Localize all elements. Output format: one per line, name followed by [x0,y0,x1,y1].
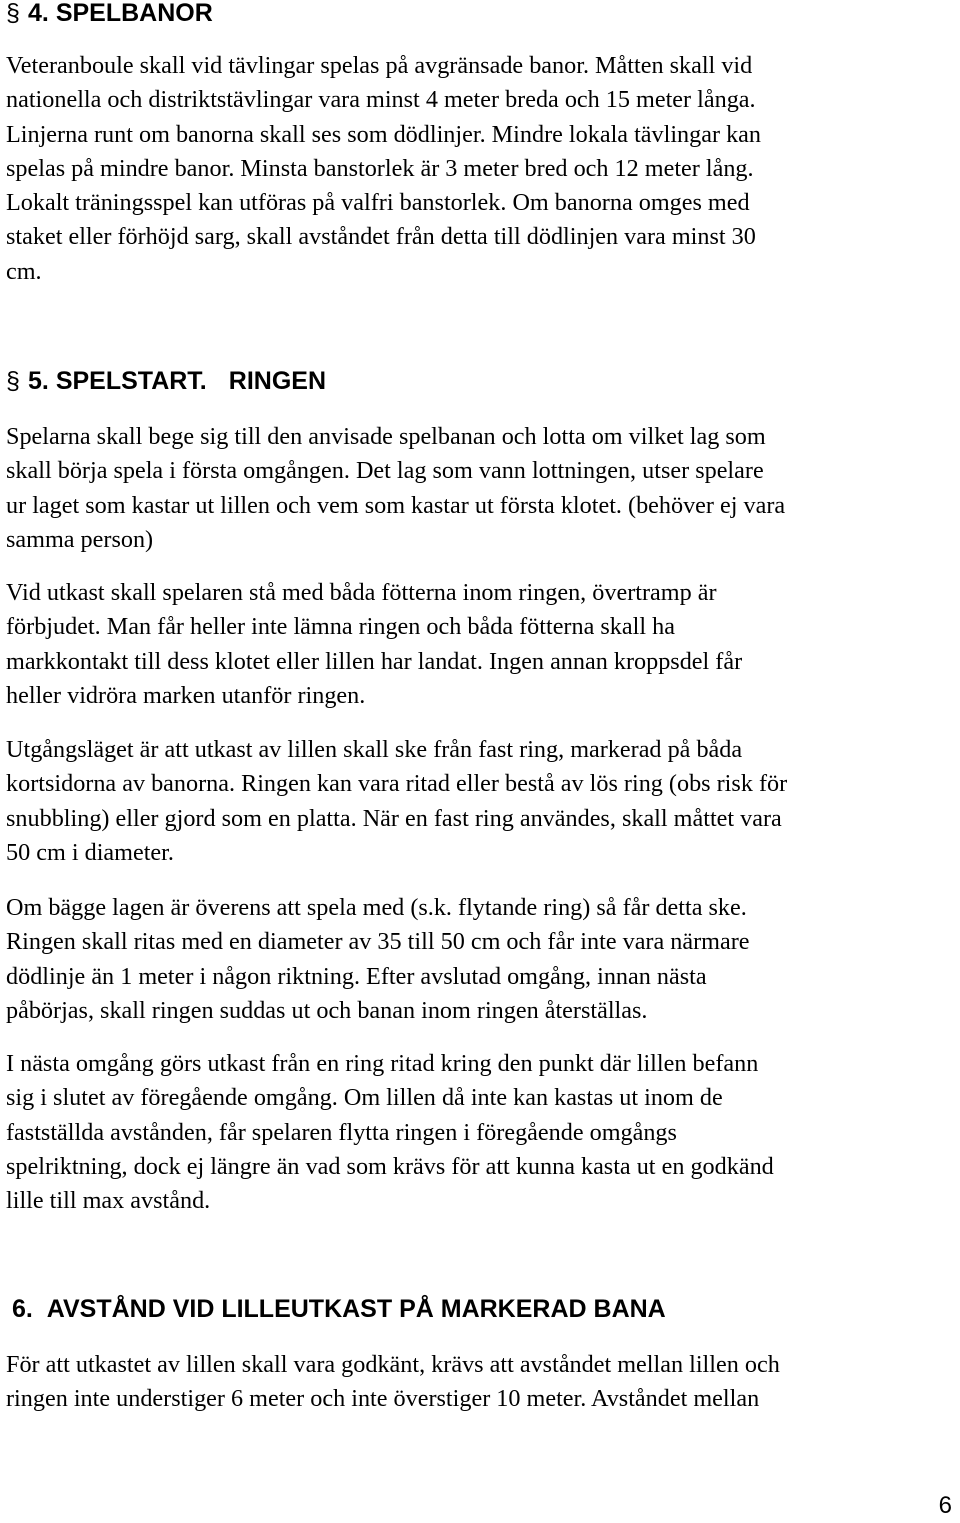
section-4-heading [6,0,213,28]
text-line: Linjerna runt om banorna skall ses som dödlinjer. Mindre lokala tävlingar kan [6,120,762,148]
section-5-paragraph-5 [6,1047,954,1218]
text-line: Vid utkast skall spelaren stå med båda fötterna inom ringen, övertramp är [6,579,717,606]
section-5-paragraph-2 [6,576,954,713]
text-line: lille till max avstånd. [6,1187,211,1215]
text-line: dödlinje än 1 meter i någon riktning. Efter avslutad omgång, innan nästa [6,962,707,990]
section-5-paragraph-4 [6,891,954,1028]
text-line: Lokalt träningsspel kan utföras på valfri banstorlek. Om banorna omges med [6,189,750,217]
section-4-paragraph-1 [6,49,954,289]
text-line: fastställda avstånden, får spelaren flytta ringen i föregående omgångs [6,1118,677,1146]
text-line: Ringen skall ritas med en diameter av 35 till 50 cm och får inte vara närmare [6,928,750,956]
section-6-paragraph-1 [6,1348,954,1417]
text-line: heller vidröra marken utanför ringen. [6,681,366,709]
section-title: SPELBANOR [55,0,213,27]
text-line: sig i slutet av föregående omgång. Om lillen då inte kan kastas ut inom de [6,1084,723,1112]
text-line: samma person) [6,525,154,553]
section-title: AVSTÅND VID LILLEUTKAST PÅ MARKERAD BANA [46,1295,666,1323]
section-title-2: RINGEN [228,367,326,395]
text-line: påbörjas, skall ringen suddas ut och banan inom ringen återställas. [6,996,648,1024]
text-line: nationella och distriktstävlingar vara minst 4 meter breda och 15 meter långa. [6,86,756,114]
page-number: 6 [938,1492,952,1519]
section-5-paragraph-1 [6,420,954,557]
section-number: 4. [28,0,49,27]
section-5-heading [6,366,326,396]
text-line: I nästa omgång görs utkast från en ring ritad kring den punkt där lillen befann [6,1050,759,1077]
text-line: staket eller förhöjd sarg, skall avståndet från detta till dödlinjen vara minst 30 [6,223,756,251]
text-line: cm. [6,257,42,285]
section-5-paragraph-3 [6,733,954,870]
section-number: 6. [12,1295,33,1323]
section-number: 5. [28,367,49,395]
text-line: Utgångsläget är att utkast av lillen skall ske från fast ring, markerad på båda [6,736,743,763]
text-line: ringen inte understiger 6 meter och inte överstiger 10 meter. Avståndet mellan [6,1385,760,1413]
section-symbol: § [6,367,20,395]
text-line: Veteranboule skall vid tävlingar spelas på avgränsade banor. Måtten skall vid [6,52,753,79]
text-line: spelas på mindre banor. Minsta banstorlek är 3 meter bred och 12 meter lång. [6,154,754,182]
text-line: För att utkastet av lillen skall vara godkänt, krävs att avståndet mellan lillen och [6,1351,780,1378]
text-line: kortsidorna av banorna. Ringen kan vara ritad eller bestå av lös ring (obs risk för [6,770,788,798]
text-line: Spelarna skall bege sig till den anvisade spelbanan och lotta om vilket lag som [6,423,766,450]
text-line: ur laget som kastar ut lillen och vem som kastar ut första klotet. (behöver ej vara [6,491,786,519]
text-line: markkontakt till dess klotet eller lillen har landat. Ingen annan kroppsdel får [6,647,743,675]
text-line: snubbling) eller gjord som en platta. När en fast ring användes, skall måttet vara [6,804,782,832]
section-title: SPELSTART. [55,367,207,395]
text-line: 50 cm i diameter. [6,838,174,866]
text-line: Om bägge lagen är överens att spela med (s.k. flytande ring) så får detta ske. [6,894,747,921]
section-symbol: § [6,0,20,27]
text-line: spelriktning, dock ej längre än vad som krävs för att kunna kasta ut en godkänd [6,1152,774,1180]
text-line: förbjudet. Man får heller inte lämna ringen och båda fötterna skall ha [6,613,675,641]
text-line: skall börja spela i första omgången. Det lag som vann lottningen, utser spelare [6,457,764,485]
section-6-heading [12,1294,666,1324]
